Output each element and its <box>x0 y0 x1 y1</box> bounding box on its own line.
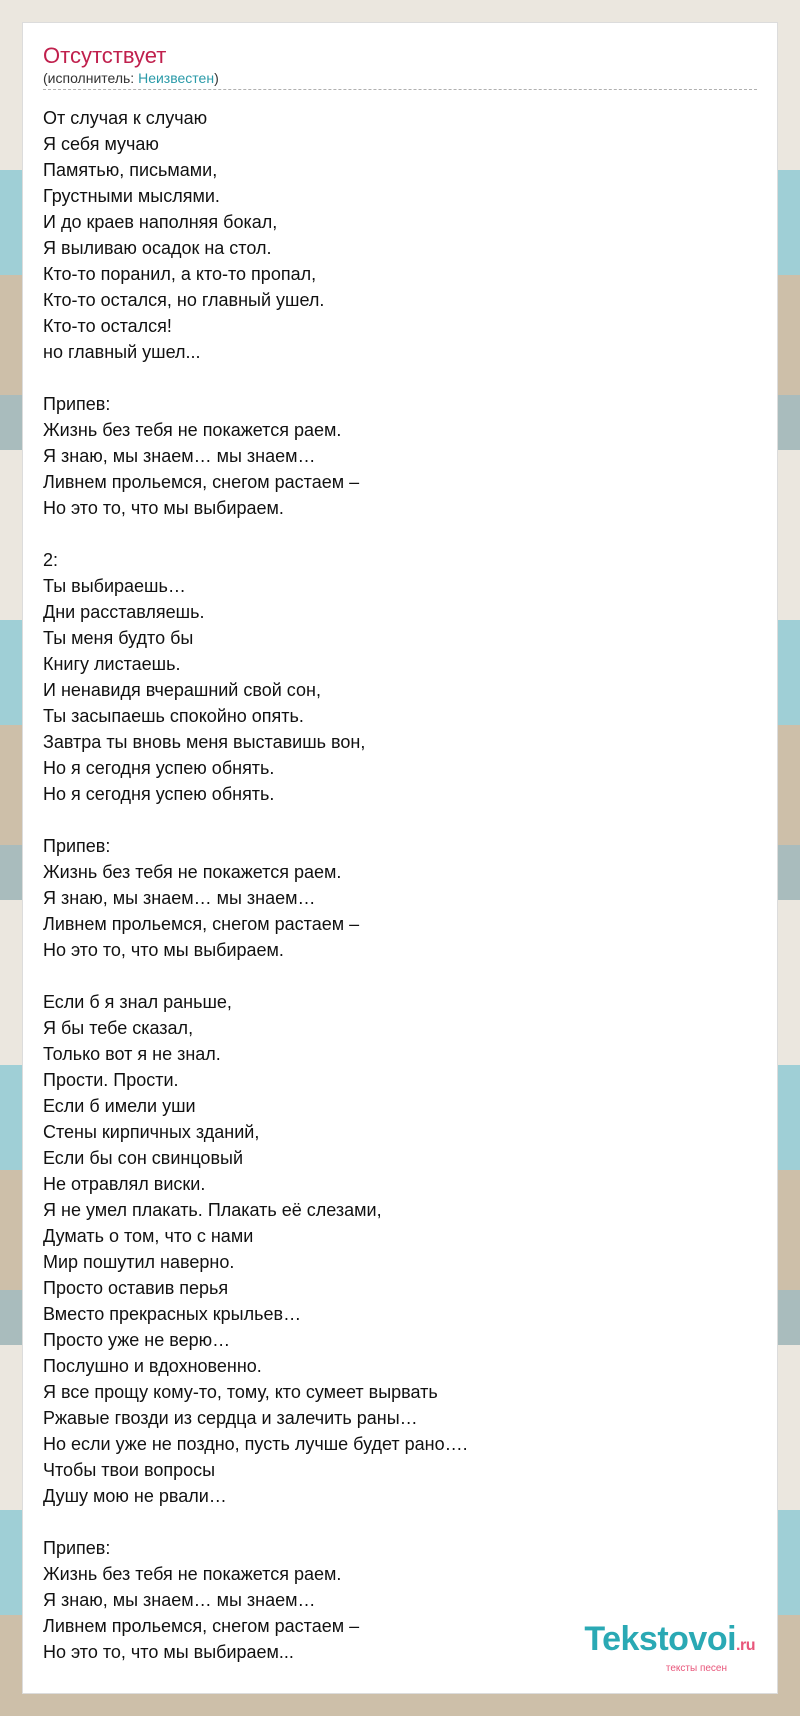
lyric-line <box>43 521 743 547</box>
lyric-line <box>43 807 743 833</box>
logo-tld: .ru <box>736 1637 755 1654</box>
lyric-line <box>43 963 743 989</box>
song-title: Отсутствует <box>43 43 167 68</box>
artist-line <box>43 69 757 90</box>
lyric-line: Но я сегодня успею обнять. <box>43 784 275 804</box>
lyric-line: Жизнь без тебя не покажется раем. <box>43 1564 342 1584</box>
lyric-line: Завтра ты вновь меня выставишь вон, <box>43 732 366 752</box>
lyric-line: Припев: <box>43 836 111 856</box>
lyric-line: Ливнем прольемся, снегом растаем – <box>43 1616 360 1636</box>
artist-prefix: (исполнитель: <box>43 70 139 86</box>
lyric-line: Кто-то остался! <box>43 316 172 336</box>
lyric-line: Вместо прекрасных крыльев… <box>43 1304 302 1324</box>
lyric-line <box>43 1509 743 1535</box>
lyric-line: Кто-то остался, но главный ушел. <box>43 290 325 310</box>
lyrics-card <box>22 22 778 1694</box>
lyric-line: Но это то, что мы выбираем. <box>43 498 284 518</box>
artist-link[interactable]: Неизвестен <box>138 70 215 86</box>
lyric-line: Послушно и вдохновенно. <box>43 1356 262 1376</box>
lyric-line: Если б имели уши <box>43 1096 196 1116</box>
lyric-line: Я выливаю осадок на стол. <box>43 238 272 258</box>
lyric-line: Дни расставляешь. <box>43 602 205 622</box>
lyric-line: Я себя мучаю <box>43 134 159 154</box>
lyric-line: Жизнь без тебя не покажется раем. <box>43 420 342 440</box>
lyric-line: Ржавые гвозди из сердца и залечить раны… <box>43 1408 418 1428</box>
lyric-line: Ливнем прольемся, снегом растаем – <box>43 914 360 934</box>
lyric-line <box>43 365 743 391</box>
lyric-line: Но если уже не поздно, пусть лучше будет рано…. <box>43 1434 468 1454</box>
lyric-line: Я не умел плакать. Плакать её слезами, <box>43 1200 382 1220</box>
lyric-line: Не отравлял виски. <box>43 1174 206 1194</box>
lyric-line: Думать о том, что с нами <box>43 1226 254 1246</box>
lyric-line: Просто оставив перья <box>43 1278 229 1298</box>
lyric-line: Прости. Прости. <box>43 1070 179 1090</box>
lyrics-body <box>43 105 743 1665</box>
lyric-line: Жизнь без тебя не покажется раем. <box>43 862 342 882</box>
lyric-line: 2: <box>43 550 59 570</box>
artist-suffix: ) <box>214 70 219 86</box>
lyric-line: Только вот я не знал. <box>43 1044 221 1064</box>
lyric-line: Но я сегодня успею обнять. <box>43 758 275 778</box>
lyric-line: но главный ушел... <box>43 342 201 362</box>
lyric-line: Просто уже не верю… <box>43 1330 231 1350</box>
lyric-line: Но это то, что мы выбираем. <box>43 940 284 960</box>
lyric-line: И ненавидя вчерашний свой сон, <box>43 680 321 700</box>
lyric-line: Если б я знал раньше, <box>43 992 232 1012</box>
site-logo[interactable] <box>584 1622 755 1675</box>
lyric-line: Книгу листаешь. <box>43 654 181 674</box>
lyric-line: Чтобы твои вопросы <box>43 1460 216 1480</box>
logo-tagline: тексты песен <box>665 1663 727 1674</box>
lyric-line: Кто-то поранил, а кто-то пропал, <box>43 264 317 284</box>
lyric-line: Я бы тебе сказал, <box>43 1018 194 1038</box>
lyric-line: Ты меня будто бы <box>43 628 194 648</box>
logo-wordmark <box>584 1622 755 1663</box>
lyric-line: Душу мою не рвали… <box>43 1486 227 1506</box>
logo-name: Tekstovoi <box>584 1620 737 1658</box>
lyric-line: И до краев наполняя бокал, <box>43 212 278 232</box>
song-header <box>43 43 757 90</box>
lyric-line: Но это то, что мы выбираем... <box>43 1642 294 1662</box>
lyric-line: От случая к случаю <box>43 108 208 128</box>
lyric-line: Припев: <box>43 394 111 414</box>
lyric-line: Ты засыпаешь спокойно опять. <box>43 706 304 726</box>
lyric-line: Стены кирпичных зданий, <box>43 1122 260 1142</box>
lyric-line: Припев: <box>43 1538 111 1558</box>
lyric-line: Я знаю, мы знаем… мы знаем… <box>43 1590 316 1610</box>
lyric-line: Я все прощу кому-то, тому, кто сумеет вырвать <box>43 1382 438 1402</box>
lyric-line: Ливнем прольемся, снегом растаем – <box>43 472 360 492</box>
lyric-line: Если бы сон свинцовый <box>43 1148 243 1168</box>
lyric-line: Грустными мыслями. <box>43 186 220 206</box>
lyric-line: Я знаю, мы знаем… мы знаем… <box>43 446 316 466</box>
lyric-line: Ты выбираешь… <box>43 576 186 596</box>
lyric-line: Мир пошутил наверно. <box>43 1252 235 1272</box>
lyric-line: Памятью, письмами, <box>43 160 218 180</box>
lyric-line: Я знаю, мы знаем… мы знаем… <box>43 888 316 908</box>
